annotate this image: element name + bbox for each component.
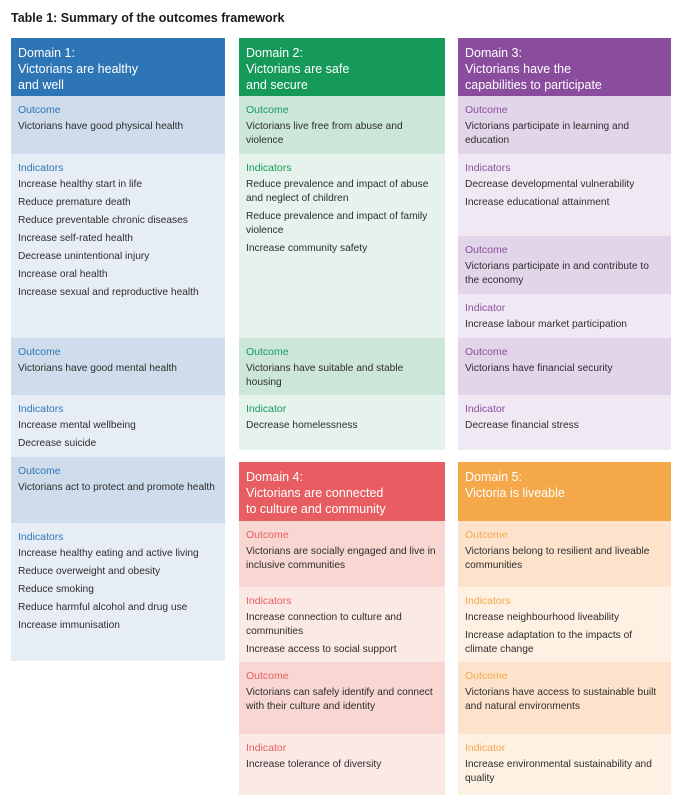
indicators-block — [239, 587, 445, 662]
outcome-label: Outcome — [465, 670, 508, 682]
outcome-text: Victorians have access to sustainable built and natural environments — [465, 687, 657, 712]
domain-2-title-line-1: Victorians are safe — [246, 62, 350, 76]
indicator-item: Increase community safety — [246, 243, 368, 254]
indicator-item: Reduce prevalence and impact of abuse and neglect of children — [246, 179, 429, 204]
indicator-item: Reduce prevalence and impact of family violence — [246, 211, 428, 236]
outcome-label: Outcome — [18, 465, 61, 477]
indicator-item: Decrease developmental vulnerability — [465, 179, 635, 190]
domain-4-title-line-1: Victorians are connected — [246, 486, 384, 500]
indicators-block — [239, 734, 445, 795]
outcome-block — [458, 521, 671, 587]
indicator-item: Decrease suicide — [18, 438, 97, 449]
domain-1-column — [11, 38, 225, 661]
outcome-text: Victorians can safely identify and connect with their culture and identity — [246, 687, 433, 712]
indicator-item: Increase neighbourhood liveability — [465, 612, 620, 623]
indicator-item: Increase immunisation — [18, 620, 120, 631]
indicator-item: Increase connection to culture and communities — [246, 612, 402, 637]
outcome-label: Outcome — [246, 104, 289, 116]
indicator-item: Decrease homelessness — [246, 420, 358, 431]
indicator-item: Increase healthy eating and active living — [18, 548, 199, 559]
outcome-block — [11, 457, 225, 523]
indicators-label: Indicators — [18, 403, 64, 415]
domain-1-number: Domain 1: — [18, 46, 75, 60]
indicator-label: Indicator — [246, 403, 287, 415]
indicator-item: Increase oral health — [18, 269, 108, 280]
indicator-item: Increase tolerance of diversity — [246, 759, 382, 770]
domain-3-title-line-2: capabilities to participate — [465, 78, 602, 92]
outcome-text: Victorians act to protect and promote health — [18, 482, 215, 493]
indicator-label: Indicator — [465, 403, 506, 415]
indicators-block — [458, 587, 671, 662]
domain-5-title-line-1: Victoria is liveable — [465, 486, 565, 500]
outcome-block — [458, 662, 671, 734]
outcome-text: Victorians have financial security — [465, 363, 613, 374]
indicators-block — [239, 395, 445, 450]
outcome-label: Outcome — [246, 670, 289, 682]
domain-5-number: Domain 5: — [465, 470, 522, 484]
indicators-label: Indicators — [465, 162, 511, 174]
domain-3-column — [458, 38, 671, 450]
indicators-label: Indicators — [246, 162, 292, 174]
outcome-block — [239, 662, 445, 734]
domain-4-header — [239, 462, 445, 521]
indicators-block — [458, 734, 671, 795]
indicators-block — [458, 294, 671, 338]
indicators-block — [239, 154, 445, 338]
outcome-block — [458, 338, 671, 395]
indicator-label: Indicator — [465, 742, 506, 754]
domain-3-title-line-1: Victorians have the — [465, 62, 572, 76]
indicator-item: Reduce overweight and obesity — [18, 566, 161, 577]
indicators-label: Indicators — [18, 162, 64, 174]
outcome-label: Outcome — [465, 244, 508, 256]
indicator-label: Indicator — [246, 742, 287, 754]
indicator-item: Decrease unintentional injury — [18, 251, 150, 262]
indicator-item: Reduce smoking — [18, 584, 94, 595]
domain-3-header — [458, 38, 671, 96]
outcome-block — [239, 96, 445, 154]
indicator-item: Reduce preventable chronic diseases — [18, 215, 188, 226]
outcome-block — [458, 96, 671, 154]
domain-5-header — [458, 462, 671, 521]
table-title: Table 1: Summary of the outcomes framework — [11, 11, 285, 25]
indicators-block — [11, 523, 225, 661]
indicator-item: Increase sexual and reproductive health — [18, 287, 199, 298]
indicator-item: Increase healthy start in life — [18, 179, 143, 190]
outcome-label: Outcome — [18, 346, 61, 358]
outcome-text: Victorians live free from abuse and violence — [246, 121, 403, 146]
indicators-block — [458, 395, 671, 450]
outcome-block — [11, 338, 225, 395]
outcome-text: Victorians have good physical health — [18, 121, 184, 132]
outcome-text: Victorians participate in learning and education — [465, 121, 630, 146]
domain-5-column — [458, 462, 671, 795]
domain-4-column — [239, 462, 445, 795]
indicator-item: Reduce premature death — [18, 197, 131, 208]
domain-2-header — [239, 38, 445, 96]
outcome-label: Outcome — [465, 346, 508, 358]
domain-4-title-line-2: to culture and community — [246, 502, 386, 516]
indicator-item: Increase labour market participation — [465, 319, 627, 330]
outcome-label: Outcome — [246, 346, 289, 358]
domain-1-header — [11, 38, 225, 96]
domain-1-title-line-2: and well — [18, 78, 64, 92]
indicator-label: Indicator — [465, 302, 506, 314]
outcome-text: Victorians have good mental health — [18, 363, 177, 374]
indicators-label: Indicators — [246, 595, 292, 607]
domain-3-number: Domain 3: — [465, 46, 522, 60]
outcome-text: Victorians belong to resilient and liveable communities — [465, 546, 650, 571]
domain-2-number: Domain 2: — [246, 46, 303, 60]
indicators-label: Indicators — [465, 595, 511, 607]
outcome-text: Victorians participate in and contribute to the economy — [465, 261, 649, 286]
outcome-label: Outcome — [465, 104, 508, 116]
indicator-item: Increase access to social support — [246, 644, 397, 655]
indicator-item: Increase environmental sustainability and quality — [465, 759, 652, 784]
indicator-item: Increase mental wellbeing — [18, 420, 136, 431]
outcome-label: Outcome — [465, 529, 508, 541]
indicator-item: Reduce harmful alcohol and drug use — [18, 602, 188, 613]
outcome-block — [239, 338, 445, 395]
outcome-label: Outcome — [18, 104, 61, 116]
outcome-block — [11, 96, 225, 154]
domain-1-title-line-1: Victorians are healthy — [18, 62, 138, 76]
indicator-item: Increase adaptation to the impacts of climate change — [465, 630, 633, 655]
outcome-text: Victorians have suitable and stable housing — [246, 363, 404, 388]
domain-2-column — [239, 38, 445, 450]
outcome-block — [239, 521, 445, 587]
domain-4-number: Domain 4: — [246, 470, 303, 484]
indicators-block — [11, 395, 225, 457]
indicators-block — [458, 154, 671, 236]
outcome-text: Victorians are socially engaged and live in inclusive communities — [246, 546, 436, 571]
indicator-item: Decrease financial stress — [465, 420, 579, 431]
indicator-item: Increase educational attainment — [465, 197, 610, 208]
indicator-item: Increase self-rated health — [18, 233, 133, 244]
indicators-block — [11, 154, 225, 338]
outcome-label: Outcome — [246, 529, 289, 541]
indicators-label: Indicators — [18, 531, 64, 543]
domain-2-title-line-2: and secure — [246, 78, 308, 92]
outcome-block — [458, 236, 671, 294]
